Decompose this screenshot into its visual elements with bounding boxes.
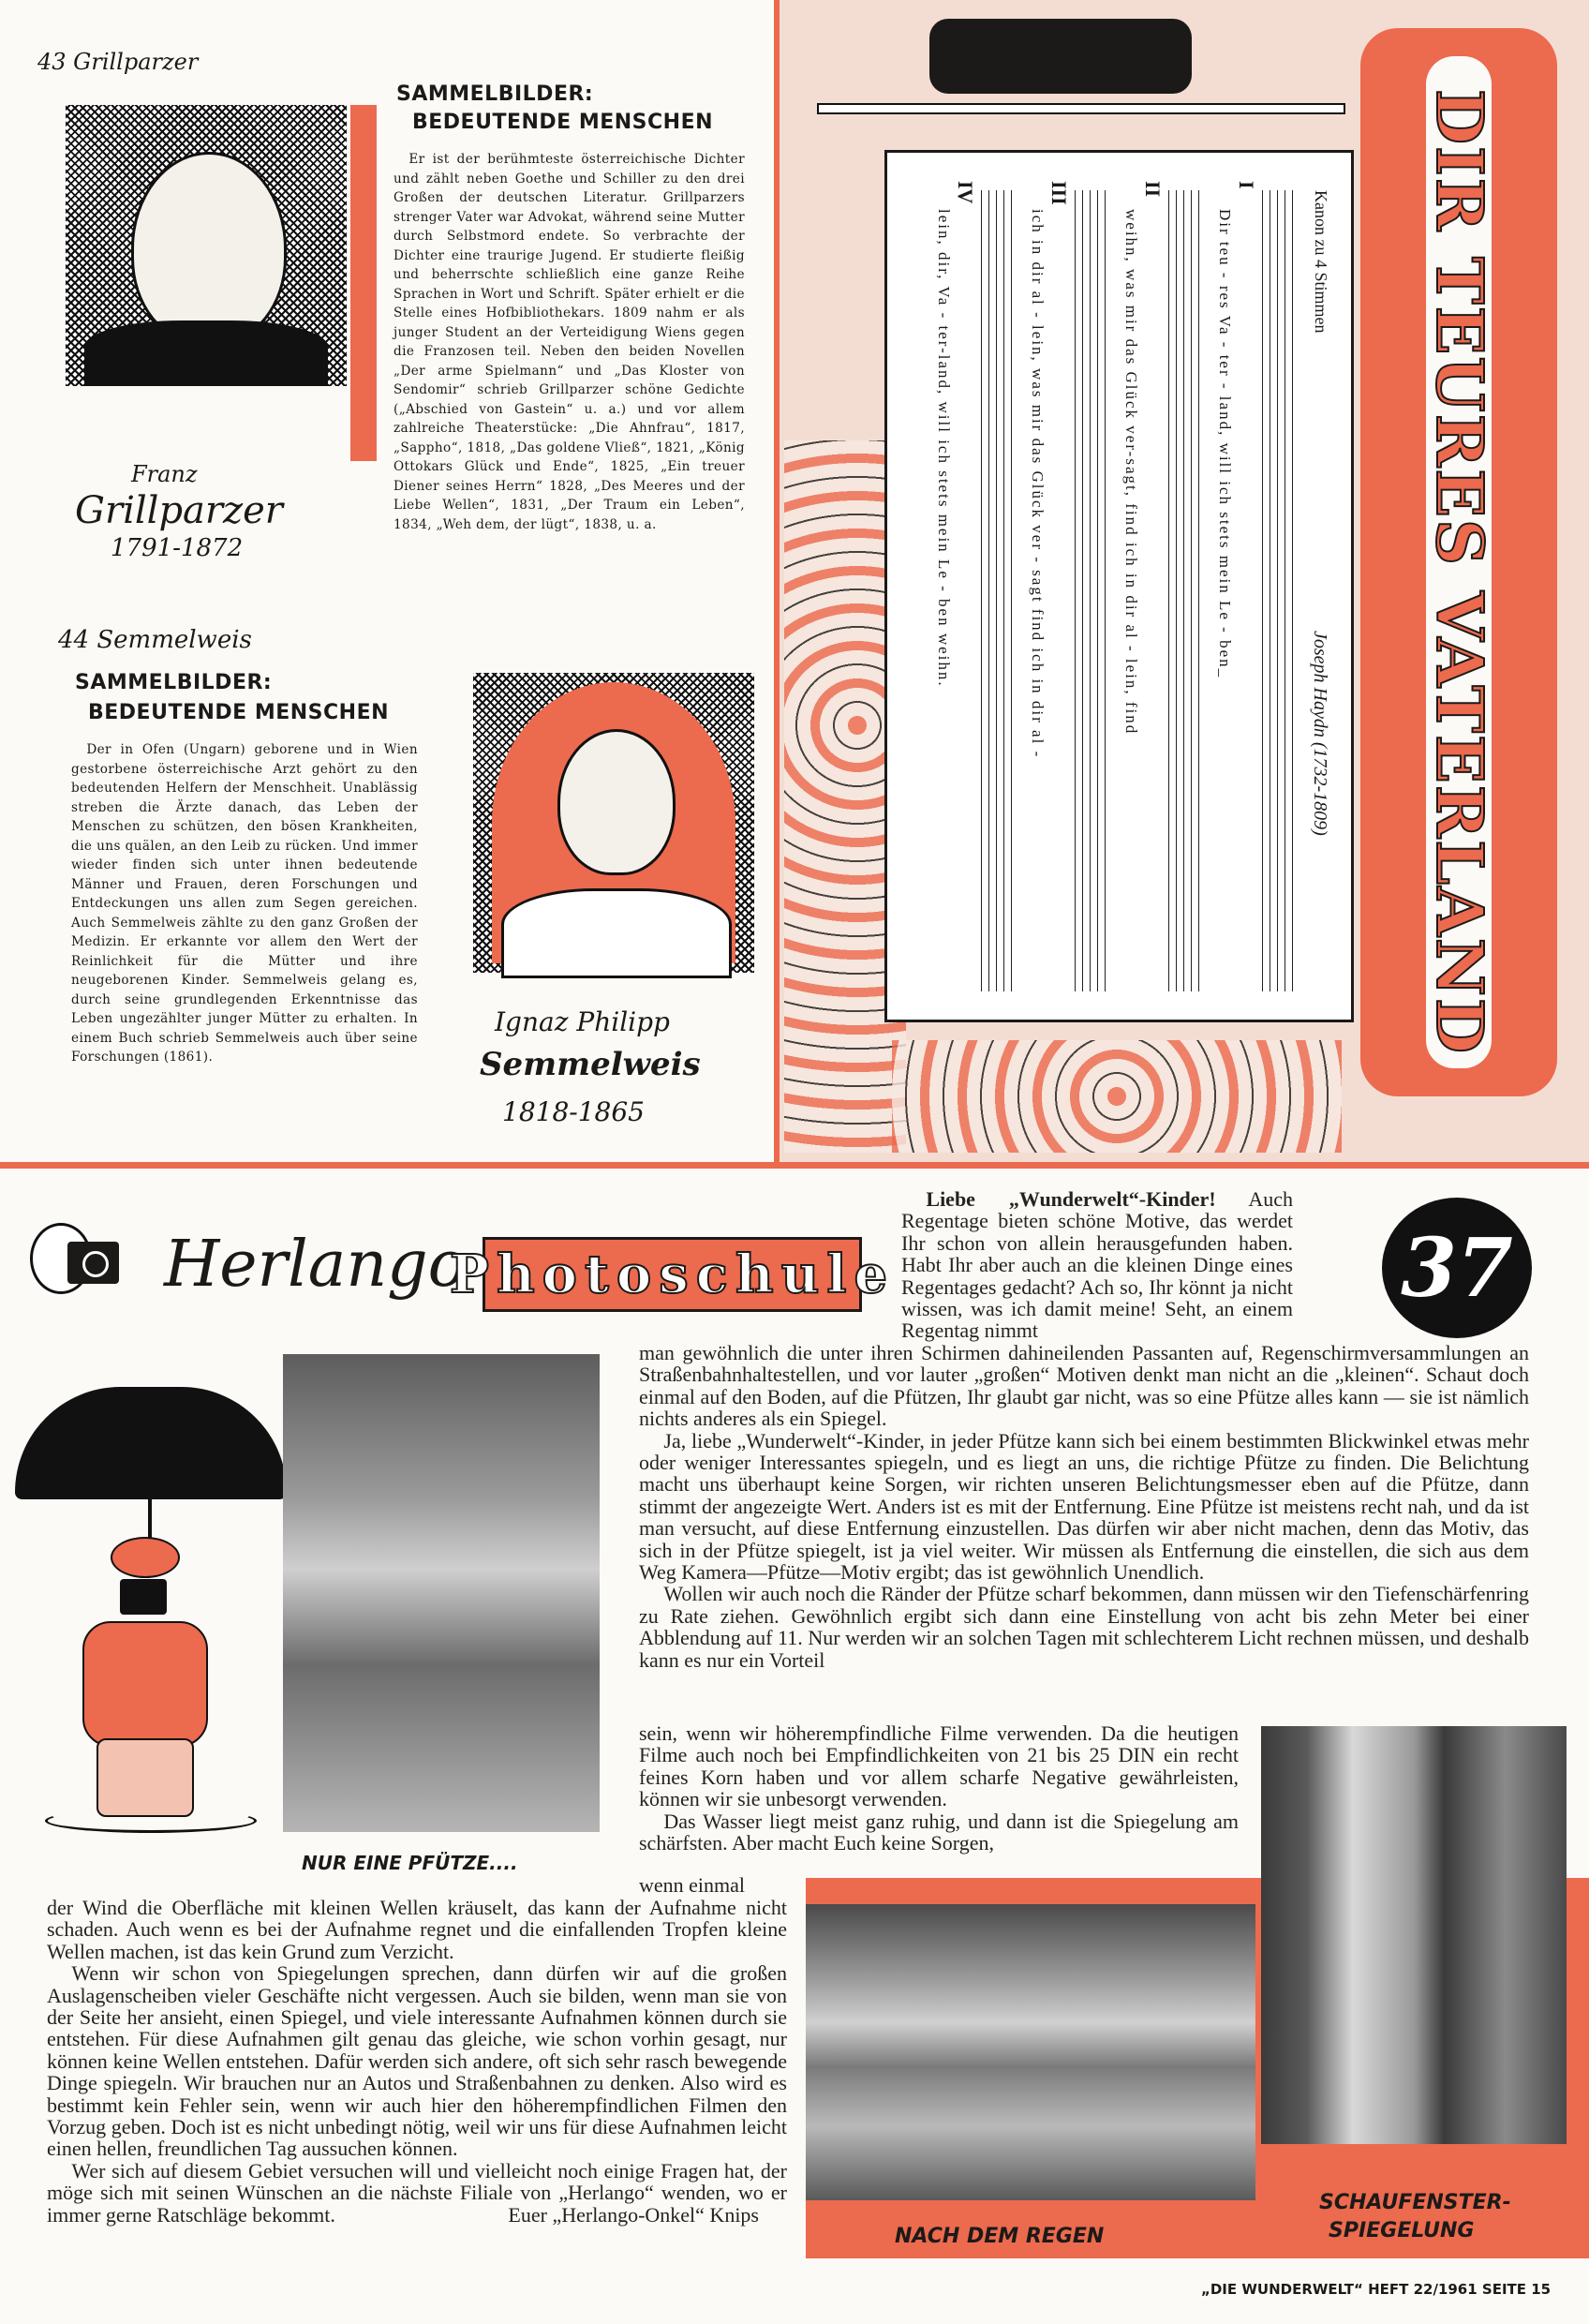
shop-window-photo [1261, 1726, 1567, 2144]
umbrella-icon [15, 1387, 287, 1499]
flagbearer-illustration [817, 0, 1342, 141]
puddle-reflection-photo [283, 1354, 600, 1832]
photoschule-title-box [449, 1237, 896, 1312]
lesson-number-badge [1382, 1198, 1532, 1338]
song-panel [780, 0, 1589, 1164]
grillparzer-heading-line1: SAMMELBILDER: [396, 82, 594, 106]
grillparzer-card-label: 43 Grillparzer [37, 49, 199, 75]
para4b-block [639, 1874, 808, 1896]
photoschule-title: Photoschule [449, 1244, 896, 1305]
voice-numeral: I [1235, 181, 1258, 189]
voice-numeral: III [1047, 181, 1071, 205]
grillparzer-body [394, 150, 745, 534]
grillparzer-coat [84, 320, 328, 386]
camera-icon [67, 1242, 119, 1284]
voice-lyrics: ich in dir al - lein, was mir das Glück ver - sagt find ich in dir al - [1029, 209, 1047, 759]
horizontal-divider [0, 1162, 1589, 1169]
grillparzer-accent-bar [350, 105, 377, 461]
after-rain-photo [806, 1904, 1255, 2200]
semmelweis-coat [501, 888, 732, 978]
para6: Wer sich auf diesem Gebiet versuchen will und vielleicht noch einige Fragen hat, der möge sich mit seinen Wünschen an die nächste Filiale von „Herlango“ wenden, wo er immer gerne Ratschläge bekommt. [47, 2158, 787, 2227]
semmelweis-body-text: Der in Ofen (Ungarn) geborene und in Wien gestorbene österreichische Arzt gehört zu den bedeutenden Helfern der Menschheit. Unablässig streben die Ärzte danach, das Leben der Menschen zu schützen, den bösen Krankheiten, die uns quälen, an den Leib zu rücken. Und immer wieder finden sich unter ihnen bedeutende Männer und Frauen, deren Forschungen und Entdeckungen uns allen zum Segen gereichen. Auch Semmelweis zählte zu den ganz Großen der Medizin. Er erkannte vor allem den Wert der Reinlichkeit für die Mütter und ihre neugeborenen Kinder. Semmelweis gelang es, durch seine grundlegenden Erkenntnisse das Leben ungezählter junger Mütter zu erhalten. In einem Buch schrieb Semmelweis auch über seine Forschungen (1861). [71, 742, 418, 1065]
grillparzer-years: 1791-1872 [111, 534, 244, 562]
grillparzer-last-name: Grillparzer [75, 489, 283, 532]
semmelweis-last-name: Semmelweis [480, 1046, 701, 1083]
voice-IV [925, 153, 1028, 1020]
semmelweis-first-name: Ignaz Philipp [495, 1006, 670, 1037]
floral-border-bottom [892, 1040, 1342, 1153]
page-footer: „DIE WUNDERWELT“ HEFT 22/1961 SEITE 15 [1201, 2281, 1552, 2298]
music-sheet [884, 150, 1354, 1022]
caption-shop-line2: SPIEGELUNG [1329, 2219, 1475, 2242]
grillparzer-portrait [66, 105, 347, 386]
para4b: wenn einmal [639, 1873, 746, 1897]
kid-sweater [82, 1621, 208, 1747]
voice-II [1112, 153, 1215, 1020]
grillparzer-first-name: Franz [131, 461, 198, 487]
voice-lyrics: weihn, was mir das Glück ver-sagt, find ich in dir al - lein, find [1122, 209, 1140, 736]
voice-III [1018, 153, 1121, 1020]
puddle-ripples [45, 1809, 257, 1833]
kid-beret [111, 1537, 180, 1578]
intro-rest: Auch Regentage bieten schöne Motive, das werdet Ihr schon von allein herausgefunden haben. Habt Ihr aber auch an die kleinen Dinge eines Regentages gedacht? Ach so, Ihr könnt ja nicht wissen, was ich damit meine! Seht, an einem Regentag nimmt [901, 1187, 1293, 1343]
flag-pole [817, 103, 1345, 114]
voice-lyrics: lein, dir, Va - ter-land, will ich stets mein Le - ben weihn. [935, 209, 953, 688]
semmelweis-heading-line1: SAMMELBILDER: [75, 671, 273, 694]
song-composer: Joseph Haydn (1732-1809) [1310, 631, 1330, 836]
grillparzer-face [131, 152, 287, 345]
staff-lines [981, 190, 1013, 991]
caption-after-rain: NACH DEM REGEN [895, 2225, 1105, 2248]
para4a: Das Wasser liegt meist ganz ruhig, und dann ist die Spiegelung am schärfsten. Aber macht Euch keine Sorgen, [639, 1809, 1239, 1855]
signature: Euer „Herlango-Onkel“ Knips [508, 2203, 759, 2227]
para3b-column [639, 1722, 1239, 1854]
semmelweis-face [557, 729, 676, 875]
semmelweis-card-label: 44 Semmelweis [58, 626, 252, 654]
flagbearer-body [929, 19, 1192, 94]
para3a: Wollen wir auch noch die Ränder der Pfütze scharf bekommen, dann müssen wir den Tiefenschärfenring zu Rate ziehen. Gewöhnlich ergibt sich dann eine Einstellung von acht bis zehn Meter bei einer Abblendung auf 11. Nur werden wir an solchen Tagen mit schlechterem Licht rechnen müssen, und deshalb kann es nur ein Vorteil [639, 1582, 1529, 1672]
para3b: sein, wenn wir höherempfindliche Filme verwenden. Da die heutigen Filme auch noch bei Empfindlichkeiten von 21 bis 25 DIN ein recht feines Korn haben und vor allem scharfe Negative gewährleisten, können wir sie unbesorgt verwenden. [639, 1721, 1239, 1811]
photographer-mascot-icon [21, 1218, 133, 1321]
staff-lines [1075, 190, 1106, 991]
para1-cont: man gewöhnlich die unter ihren Schirmen dahineilenden Passanten auf, Regenschirmversammlungen an Straßenbahnhaltestellen, und vor lauter „großen“ Motiven denkt man nicht an die „kleinen“. Schaut doch einmal auf den Boden, auf die Pfützen, Ihr glaubt gar nicht, was so eine Pfütze alles kann — sie ist nämlich nichts anderes als ein Spiegel. [639, 1341, 1529, 1431]
semmelweis-heading-line2: BEDEUTENDE MENSCHEN [88, 701, 390, 724]
semmelweis-years: 1818-1865 [502, 1096, 645, 1127]
semmelweis-body [71, 740, 418, 1067]
umbrella-kid-illustration [7, 1349, 289, 1837]
kid-legs [97, 1738, 194, 1817]
lesson-number: 37 [1401, 1220, 1513, 1316]
photoschule-brand: Herlango [164, 1228, 467, 1302]
para4c: der Wind die Oberfläche mit kleinen Wellen kräuselt, das kann der Aufnahme nicht schaden. Auch wenn es bei der Aufnahme regnet und die einfallenden Tropfen kleine Wellen machen, ist das kein Grund zum Verzicht. [47, 1896, 787, 1963]
voice-numeral: II [1141, 181, 1165, 198]
staff-lines [1262, 190, 1294, 991]
banner-title [1379, 56, 1538, 1087]
kid-camera [120, 1579, 167, 1615]
para5: Wenn wir schon von Spiegelungen sprechen, dann dürfen wir auf die großen Auslagenscheiben vieler Geschäfte nicht vergessen. Auch sie bilden, wenn man sie von der Seite her ansieht, einen Spiegel, und viele interessante Aufnahmen können durch sie entstehen. Für diese Aufnahmen gilt genau das gleiche, wie schon vorhin gesagt, nur können keine Wellen entstehen. Dafür werden sich andere, oft sich sehr rasch bewegende Dinge spiegeln. Wir brauchen nur an Autos und Straßenbahnen zu denken. Also wird es bestimmt kein Fehler sein, wenn wir auch hier den höherempfindlichen Filmen den Vorzug geben. Doch ist es nicht unbedingt nötig, weil wir uns für diese Aufnahmen leicht einen hellen, freundlichen Tag aussuchen können. [47, 1961, 787, 2161]
song-subtitle: Kanon zu 4 Stimmen [1312, 190, 1330, 334]
grillparzer-heading-line2: BEDEUTENDE MENSCHEN [412, 111, 714, 134]
voice-I [1206, 153, 1309, 1020]
lower-text-column [47, 1897, 787, 2227]
staff-lines [1168, 190, 1200, 991]
voice-numeral: IV [954, 181, 977, 204]
caption-puddle: NUR EINE PFÜTZE.... [302, 1852, 518, 1874]
voice-lyrics: Dir teu - res Va - ter - land, will ich stets mein Le - ben_ [1216, 209, 1234, 679]
grillparzer-body-text: Er ist der berühmteste österreichische Dichter und zählt neben Goethe und Schiller zu den drei Großen der deutschen Literatur. Grillparzers strenger Vater war Advokat, während seine Mutter durch Selbstmord endete. So verbrachte der Dichter eine traurige Jugend. Er studierte fleißig und beherrschte schließlich eine ganze Reihe Sprachen in Wort und Schrift. Später erhielt er die Stelle eines Hofbibliothekars. 1809 nahm er als junger Student an der Verteidigung Wiens gegen die Franzosen teil. Neben den beiden Novellen „Der arme Spielmann“ und „Das Kloster von Sendomir“ schrieb Grillparzer schöne Gedichte („Abschied von Gastein“ u. a.) und vor allem zahlreiche Theaterstücke: „Die Ahnfrau“, 1817, „Sappho“, 1818, „Das goldene Vließ“, 1821, „König Ottokars Glück und Ende“, 1825, „Ein treuer Diener seines Herrn“ 1828, „Des Meeres und der Liebe Wellen“, 1831, „Der Traum ein Leben“, 1834, „Weh dem, der lügt“, 1838, u. a. [394, 152, 745, 532]
intro-salutation: Liebe „Wunderwelt“-Kinder! [926, 1187, 1216, 1211]
para2: Ja, liebe „Wunderwelt“-Kinder, in jeder Pfütze kann sich bei einem bestimmten Blickwinkel etwas mehr oder weniger Interessantes spiegeln, und es liegt an uns, die richtige Pfütze zu finden. Die Belichtung macht uns überhaupt keine Sorgen, wir richten unseren Belichtungsmesser eben auf die Pfütze, dann stimmt der angezeigte Wert. Anders ist es mit der Entfernung. Eine Pfütze ist meistens recht nah, und da ist man versucht, auf diese Entfernung einzustellen. Das dürfen wir aber nicht machen, denn das Motiv, das sich in der Pfütze spiegelt, ist ja viel weiter. Wir müssen als Entfernung die einstellen, die sich aus dem Weg Kamera—Pfütze—Motiv ergibt; das ist gewöhnlich Unendlich. [639, 1428, 1529, 1585]
semmelweis-portrait [473, 673, 754, 973]
camera-lens [82, 1251, 109, 1277]
banner-title-text: DIR TEURES VATERLAND [1421, 88, 1496, 1055]
caption-shop-line1: SCHAUFENSTER- [1319, 2191, 1511, 2214]
main-text-column [639, 1342, 1529, 1671]
intro-paragraph [901, 1188, 1293, 1342]
intro-text [901, 1188, 1293, 1342]
